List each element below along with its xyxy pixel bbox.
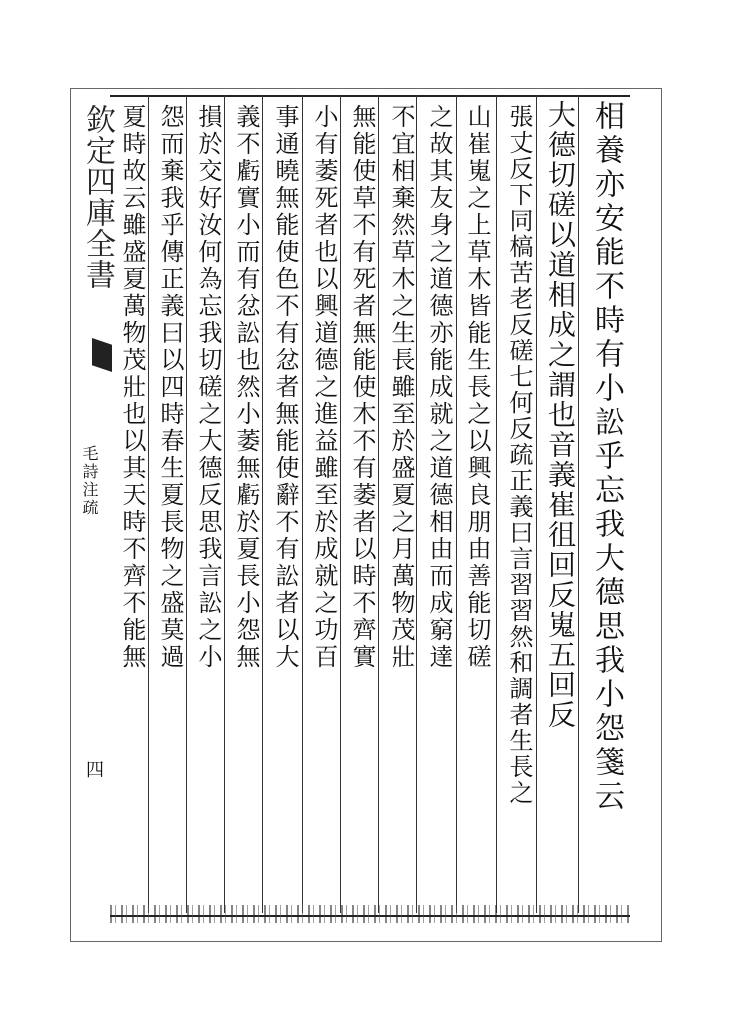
gutter-title: 欽定四庫全書 [80, 104, 115, 290]
text-column-1: 相養亦安能不時有小訟乎忘我大德思我小怨箋云 [589, 100, 624, 814]
text-column-7: 無能使草不有死者無能使木不有萎者以時不齊實 [348, 104, 376, 671]
gutter-page-number: 四 [83, 760, 104, 780]
gutter-book-title: 毛詩注疏 [80, 445, 99, 517]
text-column-13: 夏時故云雖盛夏萬物茂壯也以其天時不齊不能無 [118, 104, 146, 671]
text-column-10: 義不虧實小而有忿訟也然小萎無虧於夏長小怨無 [232, 104, 260, 671]
text-column-4: 山崔嵬之上草木皆能生長之以興良朋由善能切磋 [463, 104, 491, 671]
bottom-border-ornament [110, 905, 630, 923]
text-column-12: 怨而棄我乎傳正義曰以四時春生夏長物之盛莫過 [156, 104, 184, 671]
text-column-3: 張丈反下同槁苦老反磋七何反疏正義曰言習習然和調者生長之 [505, 104, 533, 806]
text-column-11: 損於交好汝何為忘我切磋之大德反思我言訟之小 [194, 104, 222, 671]
text-column-9: 事通曉無能使色不有忿者無能使辭不有訟者以大 [271, 104, 299, 671]
text-column-5: 之故其友身之道德亦能成就之道德相由而成窮達 [425, 104, 453, 671]
text-column-6: 不宜相棄然草木之生長雖至於盛夏之月萬物茂壯 [387, 104, 415, 671]
text-column-2: 大德切磋以道相成之謂也音義崔徂回反嵬五回反 [544, 100, 577, 730]
text-column-8: 小有萎死者也以興道德之進益雖至於成就之功百 [310, 104, 338, 671]
column-rule [496, 95, 497, 913]
